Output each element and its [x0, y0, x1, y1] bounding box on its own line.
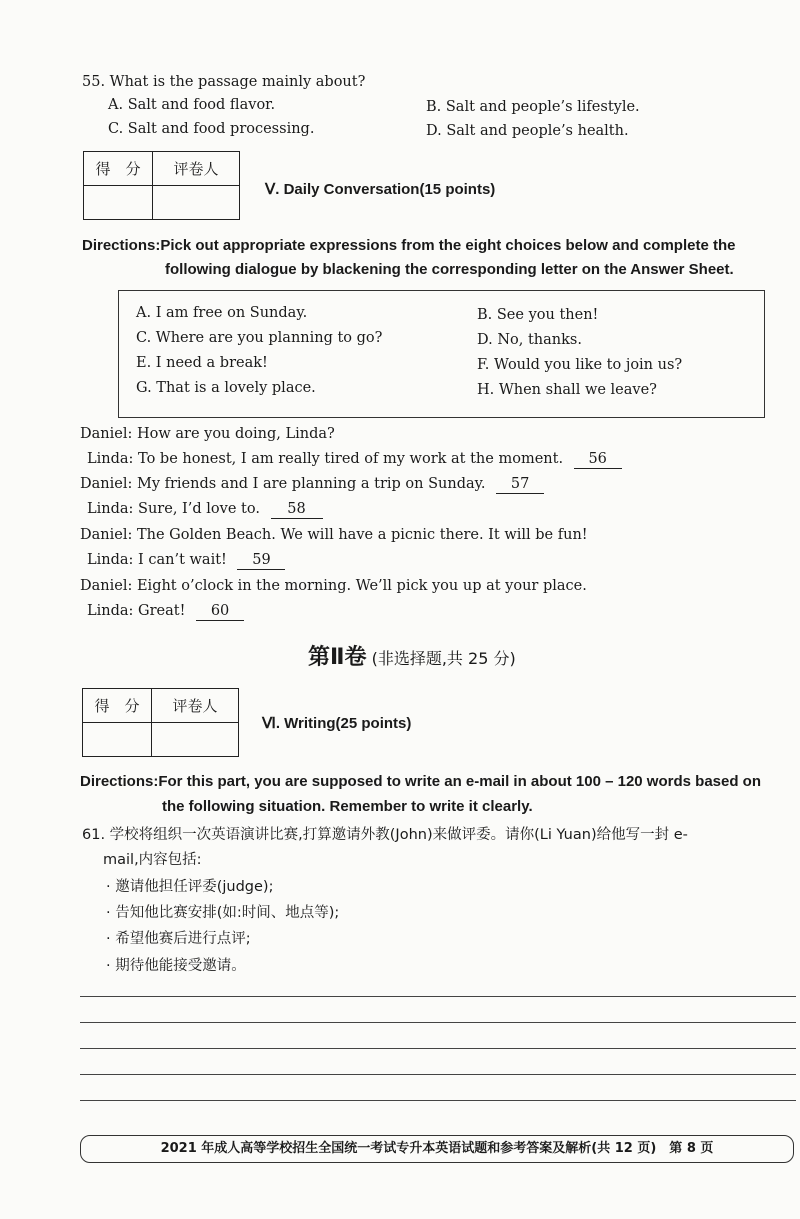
writing-line[interactable] — [80, 1022, 796, 1023]
page-footer: 2021 年成人高等学校招生全国统一考试专升本英语试题和参考答案及解析(共 12 页) 第 8 页 — [80, 1135, 794, 1163]
choices-box — [118, 290, 765, 418]
q61-prompt-line2: mail,内容包括: — [103, 852, 202, 868]
writing-line[interactable] — [80, 1100, 796, 1101]
utterance: The Golden Beach. We will have a picnic there. It will be fun! — [136, 527, 588, 543]
section5-directions-line2: following dialogue by blackening the corresponding letter on the Answer Sheet. — [165, 261, 734, 278]
speaker: Linda: — [87, 451, 134, 467]
speaker: Linda: — [87, 552, 134, 568]
score-label: 得 分 — [83, 689, 152, 723]
utterance: To be honest, I am really tired of my work at the moment. — [138, 451, 564, 467]
q55-stem: 55. What is the passage mainly about? — [82, 74, 366, 90]
answer-blank-60: 60 — [196, 603, 244, 621]
q61-bullet: · 希望他赛后进行点评; — [106, 931, 251, 947]
choice-e: E. I need a break! — [136, 355, 268, 371]
score-cell — [83, 723, 152, 757]
grader-cell — [152, 723, 239, 757]
choice-g: G. That is a lovely place. — [136, 380, 316, 396]
q55-option-c: C. Salt and food processing. — [108, 121, 315, 137]
dialogue-line — [87, 603, 244, 621]
q61-bullet: · 邀请他担任评委(judge); — [106, 879, 274, 895]
answer-blank-56: 56 — [574, 451, 622, 469]
q61-prompt-line1: 61. 学校将组织一次英语演讲比赛,打算邀请外教(John)来做评委。请你(Li Yuan)给他写一封 e- — [82, 827, 688, 843]
dialogue-line — [80, 578, 587, 594]
utterance: Sure, I’d love to. — [138, 501, 260, 517]
part2-title — [308, 640, 516, 671]
speaker: Linda: — [87, 603, 134, 619]
dialogue-line — [87, 552, 285, 570]
choice-a: A. I am free on Sunday. — [136, 305, 308, 321]
utterance: Great! — [138, 603, 186, 619]
speaker: Daniel: — [80, 578, 133, 594]
choice-b: B. See you then! — [477, 307, 599, 323]
part2-main: 第Ⅱ卷 — [308, 645, 367, 670]
section5-title: Ⅴ. Daily Conversation(15 points) — [265, 181, 496, 198]
utterance: My friends and I are planning a trip on Sunday. — [136, 476, 486, 492]
directions-label: Directions: — [82, 237, 161, 254]
part2-sub: (非选择题,共 25 分) — [371, 649, 516, 668]
answer-blank-59: 59 — [237, 552, 285, 570]
score-label: 得 分 — [84, 152, 153, 186]
utterance: I can’t wait! — [138, 552, 227, 568]
utterance: Eight o’clock in the morning. We’ll pick you up at your place. — [136, 578, 587, 594]
dialogue-line — [80, 527, 588, 543]
q55-option-d: D. Salt and people’s health. — [426, 123, 629, 139]
dialogue-line — [80, 426, 335, 442]
answer-blank-57: 57 — [496, 476, 544, 494]
directions-label: Directions: — [80, 773, 159, 790]
q55-option-b: B. Salt and people’s lifestyle. — [426, 99, 640, 115]
utterance: How are you doing, Linda? — [136, 426, 335, 442]
speaker: Daniel: — [80, 426, 133, 442]
dialogue-line — [87, 501, 323, 519]
section6-directions — [80, 770, 761, 794]
grader-label: 评卷人 — [152, 689, 239, 723]
choice-f: F. Would you like to join us? — [477, 357, 683, 373]
writing-line[interactable] — [80, 996, 796, 997]
choice-c: C. Where are you planning to go? — [136, 330, 383, 346]
score-box-section6 — [82, 688, 239, 757]
section5-directions — [82, 234, 736, 258]
answer-blank-58: 58 — [271, 501, 323, 519]
speaker: Daniel: — [80, 527, 133, 543]
speaker: Linda: — [87, 501, 134, 517]
section6-directions-line2: the following situation. Remember to write it clearly. — [162, 798, 533, 815]
dialogue-line — [80, 476, 544, 494]
score-box-section5 — [83, 151, 240, 220]
choice-d: D. No, thanks. — [477, 332, 582, 348]
grader-cell — [153, 186, 240, 220]
speaker: Daniel: — [80, 476, 133, 492]
writing-line[interactable] — [80, 1074, 796, 1075]
writing-line[interactable] — [80, 1048, 796, 1049]
q55-option-a: A. Salt and food flavor. — [108, 97, 276, 113]
section6-title: Ⅵ. Writing(25 points) — [262, 715, 412, 732]
grader-label: 评卷人 — [153, 152, 240, 186]
directions-line1: Pick out appropriate expressions from the eight choices below and complete the — [160, 237, 736, 254]
q61-bullet: · 告知他比赛安排(如:时间、地点等); — [106, 905, 340, 921]
directions-line1: For this part, you are supposed to write an e-mail in about 100 – 120 words based on — [158, 773, 761, 790]
q61-bullet: · 期待他能接受邀请。 — [106, 958, 246, 974]
choice-h: H. When shall we leave? — [477, 382, 657, 398]
dialogue-line — [87, 451, 622, 469]
score-cell — [84, 186, 153, 220]
